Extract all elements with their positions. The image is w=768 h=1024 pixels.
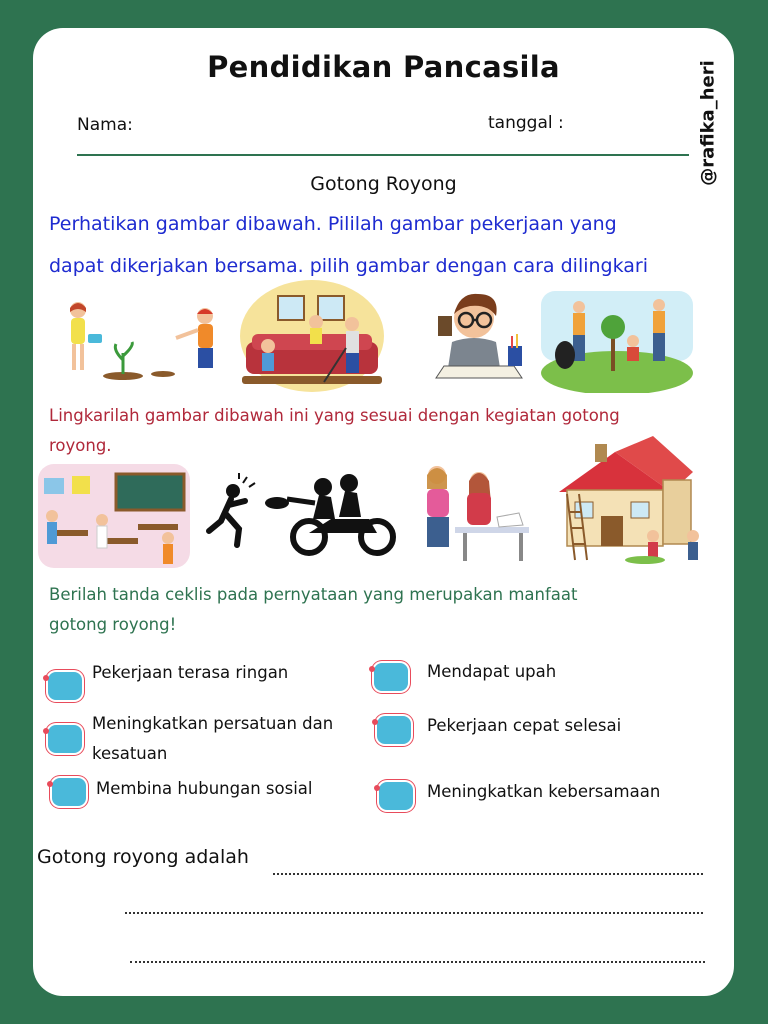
checkbox-option-right-1[interactable] (374, 663, 408, 691)
topic-heading: Gotong Royong (310, 173, 457, 195)
answer-line-1[interactable] (273, 873, 703, 875)
name-label: Nama: (77, 115, 133, 135)
student-studying-alone-illustration[interactable] (426, 286, 532, 386)
section3-instruction-line1: Berilah tanda ceklis pada pernyataan yang merupakan manfaat (49, 585, 578, 604)
answer-line-3[interactable] (130, 961, 705, 963)
definition-label: Gotong royong adalah (37, 846, 249, 868)
motorcycle-robbery-silhouette[interactable] (191, 473, 401, 557)
option-left-2-label-line1: Meningkatkan persatuan dan (92, 714, 334, 733)
option-right-3-label: Meningkatkan kebersamaan (427, 782, 661, 801)
option-right-1-label: Mendapat upah (427, 662, 557, 681)
checkbox-option-right-2[interactable] (377, 716, 411, 744)
checkbox-option-left-1[interactable] (48, 672, 82, 700)
page-title: Pendidikan Pancasila (207, 50, 560, 84)
section2-instruction-line2: royong. (49, 436, 112, 455)
family-cleaning-livingroom-illustration[interactable] (238, 278, 386, 394)
option-left-2-label-line2: kesatuan (92, 744, 168, 763)
checkbox-option-left-2[interactable] (48, 725, 82, 753)
worksheet (33, 28, 734, 996)
section1-instruction-line1: Perhatikan gambar dibawah. Pililah gambar pekerjaan yang (49, 213, 617, 235)
date-label: tanggal : (488, 113, 564, 133)
social-handle-text: @rafika_heri (697, 60, 719, 186)
women-working-at-desk-illustration[interactable] (419, 463, 531, 563)
checkbox-option-right-3[interactable] (379, 782, 413, 810)
header-rule (77, 154, 689, 156)
section3-instruction-line2: gotong royong! (49, 615, 177, 634)
option-left-1-label: Pekerjaan terasa ringan (92, 663, 289, 682)
checkbox-option-left-3[interactable] (52, 778, 86, 806)
children-planting-illustration[interactable] (58, 298, 218, 382)
people-building-house-illustration[interactable] (545, 432, 705, 564)
option-left-3-label: Membina hubungan sosial (96, 779, 313, 798)
section2-instruction-line1: Lingkarilah gambar dibawah ini yang sesuai dengan kegiatan gotong (49, 406, 620, 425)
section1-instruction-line2: dapat dikerjakan bersama. pilih gambar dengan cara dilingkari (49, 255, 649, 277)
option-right-2-label: Pekerjaan cepat selesai (427, 716, 622, 735)
people-planting-trees-illustration[interactable] (541, 291, 693, 393)
answer-line-2[interactable] (125, 912, 703, 914)
children-cleaning-classroom-illustration[interactable] (38, 464, 190, 568)
